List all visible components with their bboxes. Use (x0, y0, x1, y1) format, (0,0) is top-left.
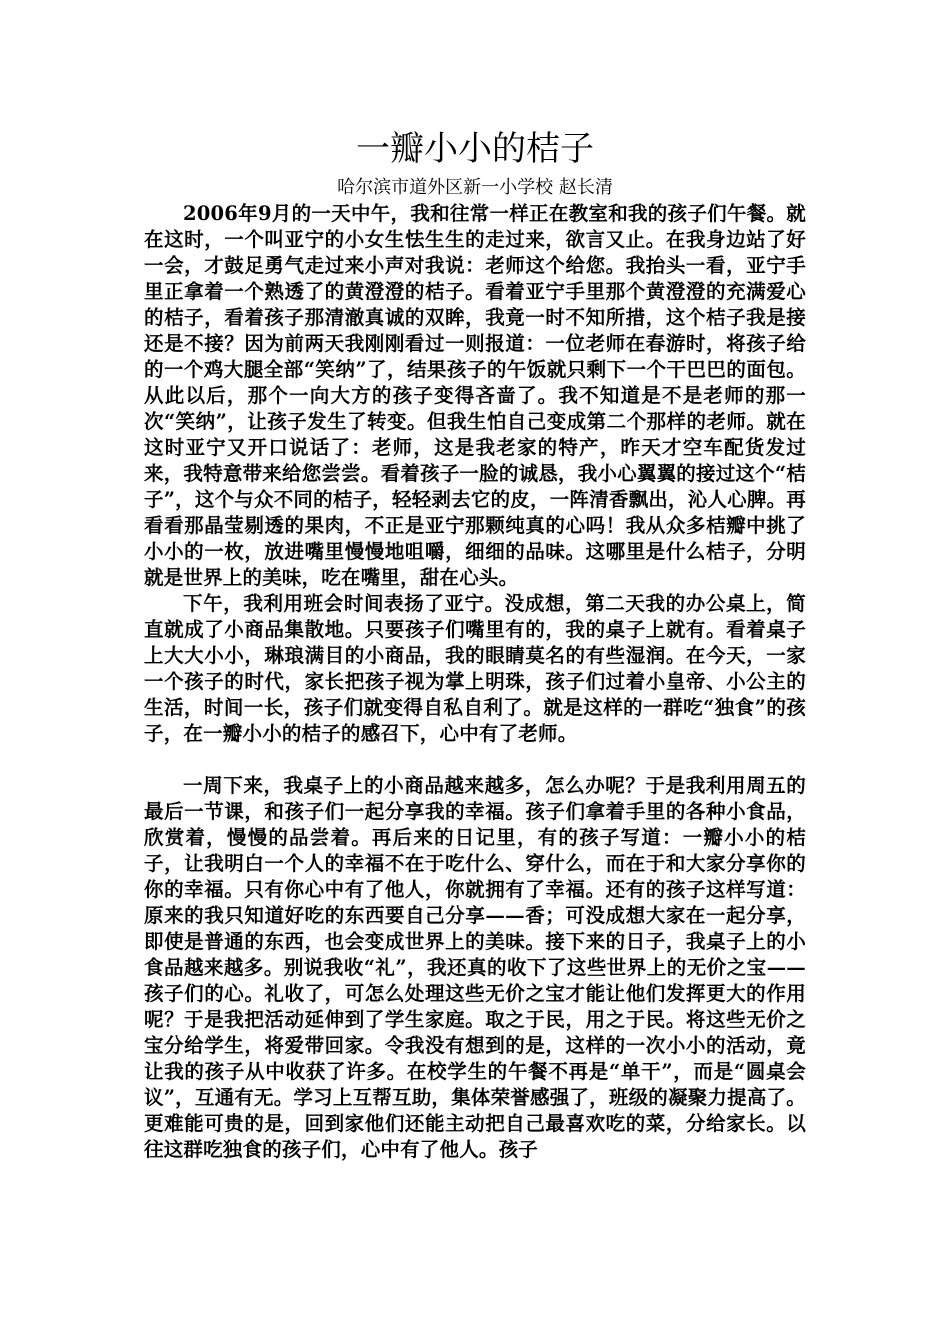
paragraph-3: 一周下来，我桌子上的小商品越来越多，怎么办呢？于是我利用周五的最后一节课，和孩子们一起分享我的幸福。孩子们拿着手里的各种小食品，欣赏着，慢慢的品尝着。再后来的日记里，有的孩子写道：一瓣小小的桔子，让我明白一个人的幸福不在于吃什么、穿什么，而在于和大家分享你的你的幸福。只有你心中有了他人，你就拥有了幸福。还有的孩子这样写道：原来的我只知道好吃的东西要自己分享——香；可没成想大家在一起分享，即使是普通的东西，也会变成世界上的美味。接下来的日子，我桌子上的小食品越来越多。别说我收“礼”，我还真的收下了这些世界上的无价之宝——孩子们的心。礼收了，可怎么处理这些无价之宝才能让他们发挥更大的作用呢？于是我把活动延伸到了学生家庭。取之于民，用之于民。将这些无价之宝分给学生，将爱带回家。令我没有想到的是，这样的一次小小的活动，竟让我的孩子从中收获了许多。在校学生的午餐不再是“单干”，而是“圆桌会议”，互通有无。学习上互帮互助，集体荣誉感强了，班级的凝聚力提高了。更难能可贵的是，回到家他们还能主动把自己最喜欢吃的菜，分给家长。以往这群吃独食的孩子们，心中有了他人。孩子 (144, 774, 806, 1161)
paragraph-spacer (144, 747, 806, 773)
document-body (144, 201, 806, 1163)
paragraph-2: 下午，我利用班会时间表扬了亚宁。没成想，第二天我的办公桌上，简直就成了小商品集散地。只要孩子们嘴里有的，我的桌子上就有。看着桌子上大大小小，琳琅满目的小商品，我的眼睛莫名的有些湿润。在今天，一家一个孩子的时代，家长把孩子视为掌上明珠，孩子们过着小皇帝、小公主的生活，时间一长，孩子们就变得自私自利了。就是这样的一群吃“独食”的孩子，在一瓣小小的桔子的感召下，心中有了老师。 (144, 592, 806, 745)
document-title: 一瓣小小的桔子 (356, 129, 594, 169)
author-byline: 哈尔滨市道外区新一小学校 赵长清 (337, 177, 613, 198)
paragraph-1: 2006年9月的一天中午，我和往常一样正在教室和我的孩子们午餐。就在这时，一个叫亚宁的小女生怯生生的走过来，欲言又止。在我身边站了好一会，才鼓足勇气走过来小声对我说：老师这个给您。我抬头一看，亚宁手里正拿着一个熟透了的黄澄澄的桔子。看着亚宁手里那个黄澄澄的充满爱心的桔子，看着孩子那清澈真诚的双眸，我竟一时不知所措，这个桔子我是接还是不接？因为前两天我刚刚看过一则报道：一位老师在春游时，将孩子给的一个鸡大腿全部“笑纳”了，结果孩子的午饭就只剩下一个干巴巴的面包。从此以后，那个一向大方的孩子变得吝啬了。我不知道是不是老师的那一次“笑纳”，让孩子发生了转变。但我生怕自己变成第二个那样的老师。就在这时亚宁又开口说话了：老师，这是我老家的特产，昨天才空车配货发过来，我特意带来给您尝尝。看着孩子一脸的诚恳，我小心翼翼的接过这个“桔子”，这个与众不同的桔子，轻轻剥去它的皮，一阵清香飘出，沁人心脾。再看看那晶莹剔透的果肉，不正是亚宁那颗纯真的心吗！我从众多桔瓣中挑了小小的一枚，放进嘴里慢慢地咀嚼，细细的品味。这哪里是什么桔子，分明就是世界上的美味，吃在嘴里，甜在心头。 (144, 202, 806, 589)
